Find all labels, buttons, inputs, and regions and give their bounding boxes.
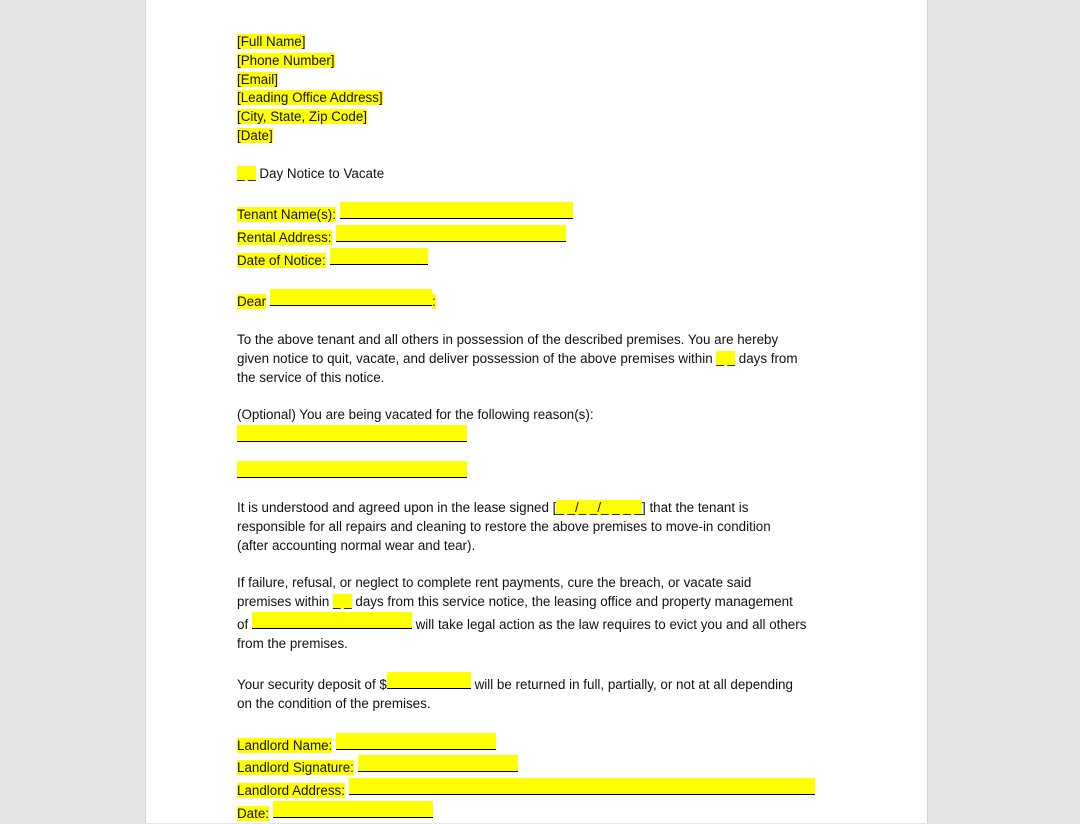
landlord-signature-label: Landlord Signature: (237, 760, 354, 776)
lease-date-blank[interactable]: _ _/_ _/_ _ _ _ (556, 499, 642, 515)
tenant-info-block (237, 202, 837, 270)
vacate-days-blank[interactable]: _ _ (716, 350, 736, 366)
date-of-notice-field[interactable] (330, 248, 428, 265)
sender-full-name[interactable]: [Full Name] (237, 34, 306, 49)
document-page (145, 0, 928, 823)
reason-label: (Optional) You are being vacated for the following reason(s): (237, 407, 594, 423)
document-body (237, 33, 837, 824)
notice-paragraph-line3: the service of this notice. (237, 369, 385, 385)
service-days-blank[interactable]: _ _ (333, 593, 352, 609)
notice-title (237, 165, 837, 184)
reason-field-1[interactable] (237, 425, 467, 442)
sender-date[interactable]: [Date] (237, 127, 273, 143)
tenant-names-field[interactable] (340, 202, 573, 219)
sender-office-address[interactable]: [Leading Office Address] (237, 90, 383, 106)
notice-paragraph-line2-end: days from (738, 350, 798, 366)
landlord-name-label: Landlord Name: (237, 737, 333, 753)
recipient-name-field[interactable] (270, 289, 432, 306)
notice-title-text: Day Notice to Vacate (259, 165, 385, 181)
deposit-paragraph (237, 672, 837, 714)
landlord-block (237, 733, 837, 824)
lease-paragraph-line1-end: ] that the tenant is (642, 499, 749, 515)
notice-paragraph-line2-start: given notice to quit, vacate, and deliver possession of the above premises within (237, 350, 713, 366)
date-of-notice-label: Date of Notice: (237, 252, 326, 268)
lease-paragraph-line3: (after accounting normal wear and tear). (237, 537, 476, 553)
rental-address-field[interactable] (336, 225, 566, 242)
sender-phone[interactable]: [Phone Number] (237, 52, 335, 68)
landlord-address-label: Landlord Address: (237, 783, 345, 799)
notice-paragraph-line1: To the above tenant and all others in possession of the described premises. You are hereby (237, 331, 779, 347)
deposit-paragraph-line2: on the condition of the premises. (237, 695, 431, 711)
eviction-paragraph-line2-end: days from this service notice, the leasing office and property management (355, 593, 793, 609)
eviction-paragraph-line2-start: premises within (237, 593, 330, 609)
salutation (237, 289, 837, 312)
lease-paragraph (237, 499, 837, 555)
lease-paragraph-line2: responsible for all repairs and cleaning to restore the above premises to move-in condition (237, 518, 771, 534)
eviction-paragraph-line3-start: of (237, 616, 249, 632)
deposit-paragraph-line1-start: Your security deposit of $ (237, 677, 387, 693)
eviction-paragraph-line4: from the premises. (237, 635, 348, 651)
deposit-paragraph-line1-end: will be returned in full, partially, or not at all depending (474, 677, 793, 693)
sender-block (237, 33, 837, 146)
eviction-paragraph (237, 574, 837, 653)
landlord-address-field[interactable] (349, 778, 815, 795)
notice-paragraph (237, 331, 837, 387)
sender-city-state-zip[interactable]: [City, State, Zip Code] (237, 109, 367, 125)
salutation-colon: : (432, 294, 436, 310)
eviction-paragraph-line3-end: will take legal action as the law requires to evict you and all others (415, 616, 807, 632)
reason-field-2[interactable] (237, 461, 467, 478)
notice-days-blank[interactable]: _ _ (237, 165, 256, 181)
landlord-name-field[interactable] (336, 733, 496, 750)
tenant-names-label: Tenant Name(s): (237, 207, 336, 223)
sender-email[interactable]: [Email] (237, 71, 278, 87)
landlord-signature-field[interactable] (358, 755, 518, 772)
deposit-amount-field[interactable] (387, 672, 471, 689)
management-name-field[interactable] (252, 612, 412, 629)
rental-address-label: Rental Address: (237, 229, 332, 245)
landlord-date-field[interactable] (273, 801, 433, 818)
eviction-paragraph-line1: If failure, refusal, or neglect to complete rent payments, cure the breach, or vacate said (237, 575, 752, 591)
lease-paragraph-line1-start: It is understood and agreed upon in the lease signed [ (237, 499, 557, 515)
landlord-date-label: Date: (237, 805, 270, 821)
dear-label: Dear (237, 294, 267, 310)
